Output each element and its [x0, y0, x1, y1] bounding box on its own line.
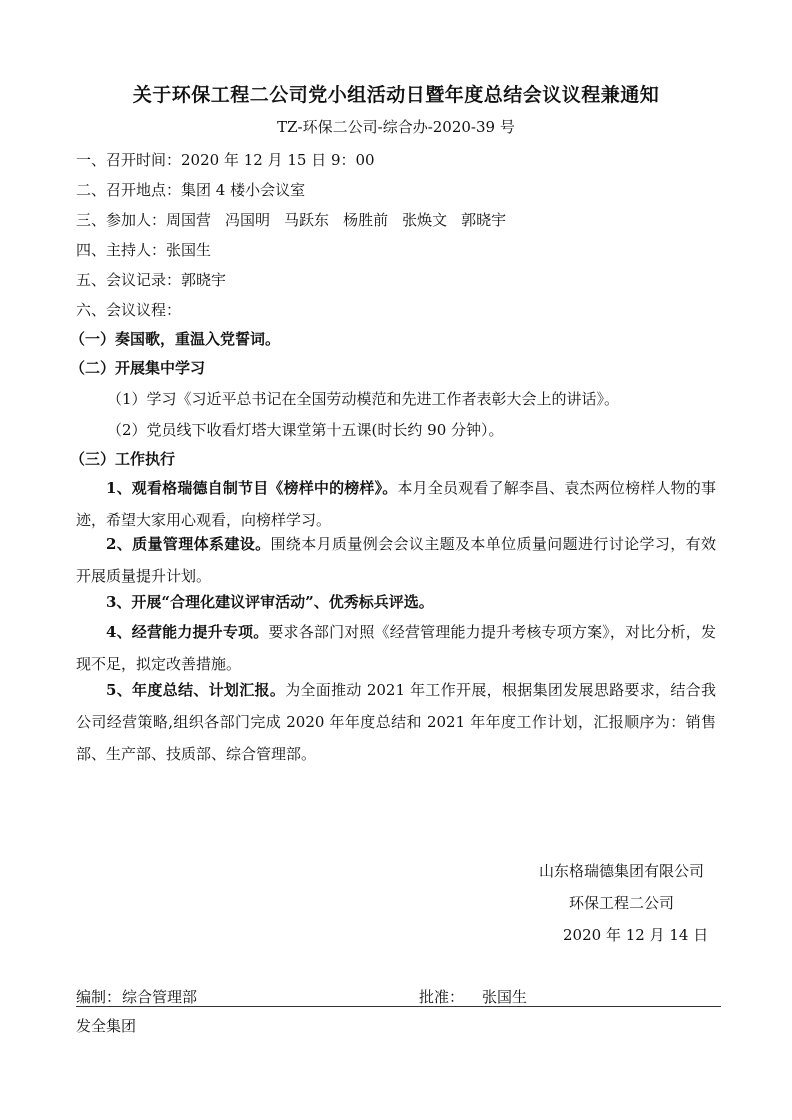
agenda-section-1: （一）奏国歌，重温入党誓词。 [70, 330, 281, 348]
agenda-section-2: （二）开展集中学习 [70, 359, 206, 377]
recorder-label: 五、会议记录： [76, 271, 182, 289]
participant-name: 杨胜前 [343, 211, 389, 229]
footer-divider [76, 1006, 721, 1007]
meeting-time-value: 2020 年 12 月 15 日 9：00 [181, 151, 375, 169]
work-item-3-title: 3、开展“合理化建议评审活动”、优秀标兵评选。 [106, 593, 434, 611]
participant-name: 冯国明 [225, 211, 271, 229]
meeting-place-value: 集团 4 楼小会议室 [181, 181, 306, 199]
signature-date: 2020 年 12 月 14 日 [563, 926, 709, 944]
study-item-1: （1）学习《习近平总书记在全国劳动模范和先进工作者表彰大会上的讲话》。 [107, 390, 620, 408]
work-item-5-title: 5、年度总结、计划汇报。 [106, 681, 286, 699]
participants-line [76, 209, 520, 230]
work-item-2-text: 围绕本月质量例会会议主题及本单位质量问题进行讨论学习，有效开展质量提升计划。 [76, 535, 716, 585]
work-item-4 [76, 616, 716, 680]
editor-label: 编制： [76, 988, 122, 1006]
recorder-line [76, 269, 226, 290]
work-item-4-title: 4、经营能力提升专项。 [106, 623, 269, 641]
signature-company: 山东格瑞德集团有限公司 [539, 862, 705, 880]
host-label: 四、主持人： [76, 241, 167, 259]
work-item-5 [76, 674, 716, 770]
signature-branch: 环保工程二公司 [569, 894, 675, 912]
host-line [76, 239, 211, 260]
work-item-2-title: 2、质量管理体系建设。 [106, 535, 271, 553]
approver-label: 批准： [419, 988, 465, 1006]
work-item-1 [76, 472, 716, 536]
work-item-1-text: 本月全员观看了解李昌、袁杰两位榜样人物的事迹，希望大家用心观看，向榜样学习。 [76, 479, 716, 529]
work-item-3 [76, 586, 716, 618]
meeting-place-line [76, 179, 305, 200]
work-item-5-text: 为全面推动 2021 年工作开展，根据集团发展思路要求，结合我公司经营策略,组织各部门完成 2020 年年度总结和 2021 年年度工作计划，汇报顺序为：销售部、生产部、技质部、综合管理部。 [76, 681, 716, 763]
approver-value: 张国生 [482, 988, 528, 1006]
meeting-time-label: 一、召开时间： [76, 151, 182, 169]
agenda-heading: 六、会议议程： [76, 301, 182, 319]
recorder-value: 郭晓宇 [181, 271, 227, 289]
participant-name: 周国营 [166, 211, 212, 229]
participant-name: 马跃东 [284, 211, 330, 229]
document-title: 关于环保工程二公司党小组活动日暨年度总结会议议程兼通知 [132, 84, 660, 106]
host-value: 张国生 [166, 241, 212, 259]
study-item-2: （2）党员线下收看灯塔大课堂第十五课(时长约 90 分钟）。 [107, 421, 504, 439]
meeting-time-line [76, 149, 375, 170]
participant-name: 郭晓宇 [461, 211, 507, 229]
work-item-2 [76, 528, 716, 592]
participant-name: 张焕文 [402, 211, 448, 229]
document-number: TZ-环保二公司-综合办-2020-39 号 [277, 118, 515, 136]
work-item-1-title: 1、观看格瑞德自制节目《榜样中的榜样》。 [106, 479, 398, 497]
editor-value: 综合管理部 [122, 988, 198, 1006]
distribution-note: 发全集团 [76, 1017, 137, 1035]
participants-label: 三、参加人： [76, 211, 167, 229]
agenda-section-3: （三）工作执行 [70, 450, 176, 468]
meeting-place-label: 二、召开地点： [76, 181, 182, 199]
work-item-4-text: 要求各部门对照《经营管理能力提升考核专项方案》，对比分析，发现不足，拟定改善措施。 [76, 623, 716, 673]
